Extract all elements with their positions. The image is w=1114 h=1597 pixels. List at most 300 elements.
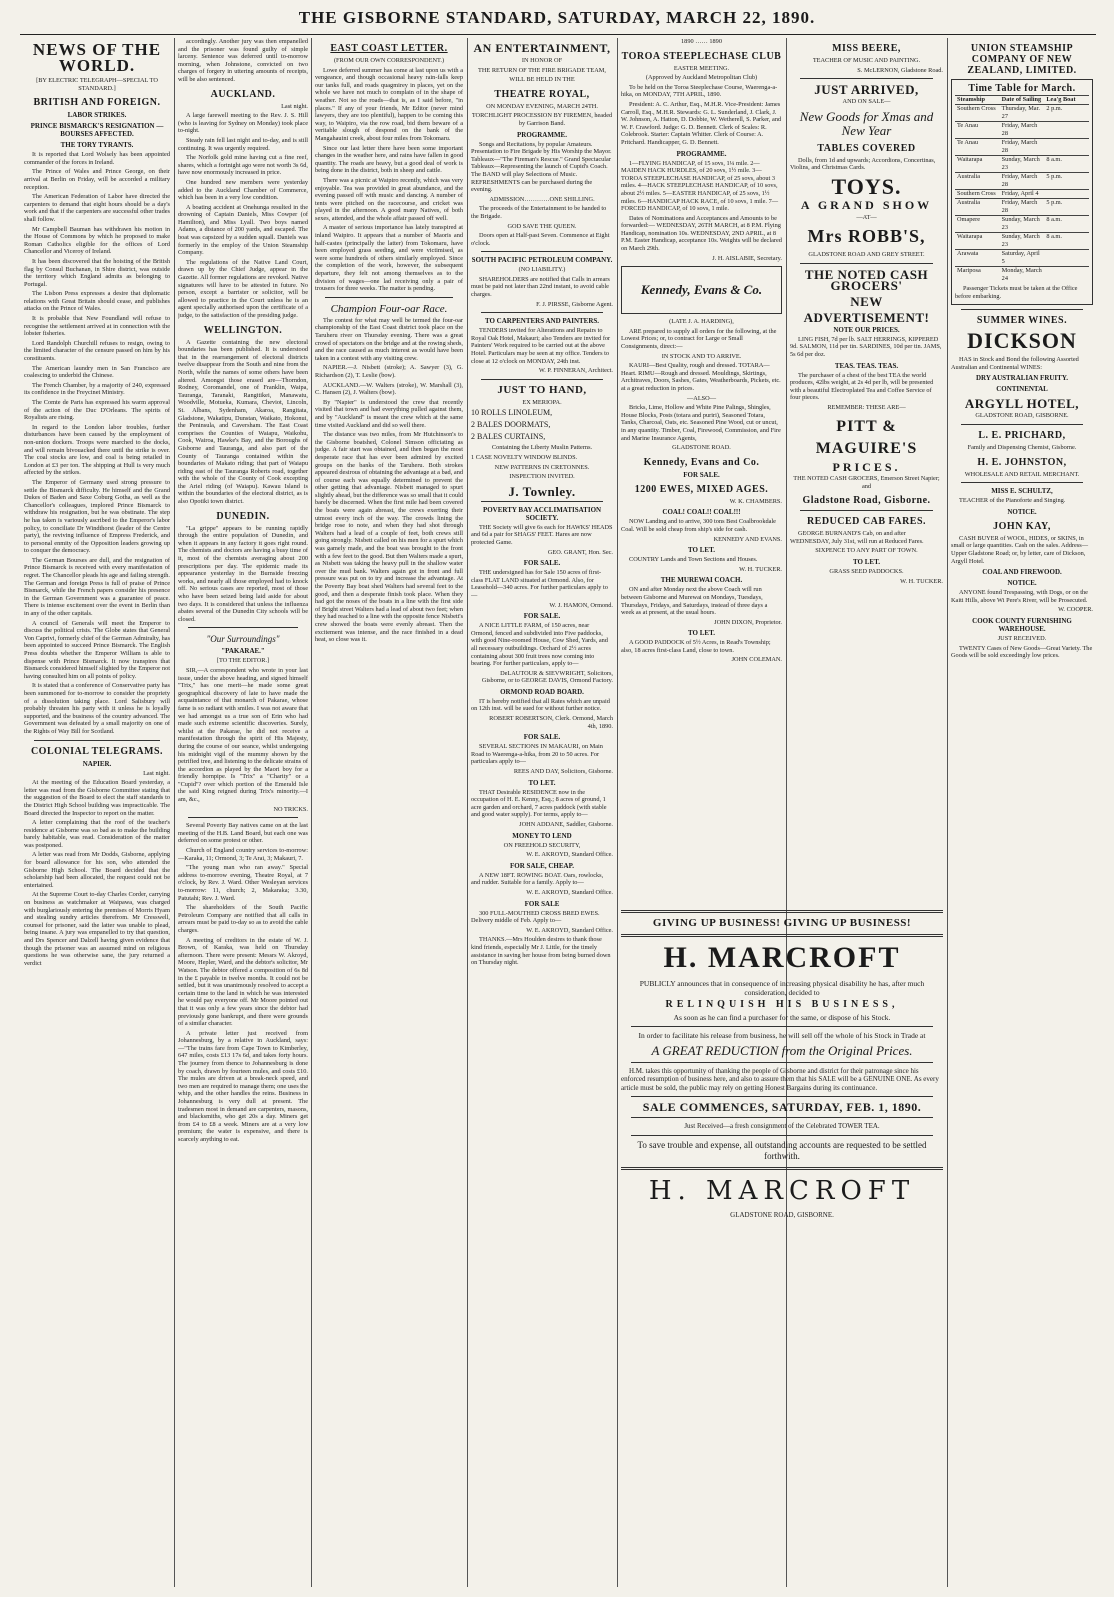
ad-line: THEATRE ROYAL, bbox=[494, 88, 590, 100]
ad-text: COUNTRY Lands and Town Sections and Houses. bbox=[629, 556, 758, 564]
timetable-row bbox=[955, 155, 1089, 172]
ad-text: TENDERS invited for Alterations and Repairs to Royal Oak Hotel, Makauri; also Tenders are invited for Painters' Work required to be carried out at the above Hotel. Particulars may be seen at my office. Tenders to close at 12 o'clock on MONDAY, 24th inst. bbox=[471, 327, 611, 365]
timetable bbox=[951, 79, 1093, 305]
ad-heading: TO LET. bbox=[688, 546, 715, 555]
ad-signature: W. P. FINNERAN, Architect. bbox=[538, 367, 613, 375]
ad-line: EX MERIOPA. bbox=[522, 398, 562, 406]
heading: DUNEDIN. bbox=[216, 510, 270, 522]
paragraph: accordingly. Another jury was then empanelled and the prisoner was found guilty of simple larceny. Sentence was deferred until to-morrow morning, when Johnstone, convicted on two charges of forgery in uttering amounts of receipts, will be also sentenced. bbox=[178, 38, 308, 83]
ad-signature: W. H. TUCKER. bbox=[900, 577, 943, 585]
column-divider bbox=[947, 38, 948, 1587]
ad-heading: TO LET. bbox=[528, 778, 556, 787]
ad-signature: REES AND DAY, Solicitors, Gisborne. bbox=[513, 768, 613, 776]
timetable-row bbox=[955, 172, 1089, 189]
ad-title: REDUCED CAB FARES. bbox=[806, 516, 927, 528]
paragraph: The German Bourses are dull, and the resignation of Prince Bismarck is received with every manifestation of regret. The Chancellor pleads his age and failing strength. The German and foreign Press is full of praise of Prince Bismarck, while the French papers consider his presence in the German Government was a guarantee of peace. There is intense excitement over the event in Berlin than in any of the other capitals. bbox=[24, 556, 170, 618]
ad-line: WHOLESALE AND RETAIL MERCHANT. bbox=[964, 470, 1080, 478]
ad-title: Mrs ROBB'S, bbox=[807, 226, 926, 247]
ad-heading: COAL AND FIREWOOD. bbox=[982, 568, 1062, 577]
ad-line: ON MONDAY EVENING, MARCH 24TH. bbox=[486, 102, 598, 110]
ad-line: (Approved by Auckland Metropolitan Club) bbox=[645, 74, 758, 82]
ad-text: Doors open at Half-past Seven. Commence at Eight o'clock. bbox=[471, 232, 610, 247]
heading: EAST COAST LETTER. bbox=[330, 43, 448, 54]
ad-line: THE RETURN OF THE FIRE BRIGADE TEAM, bbox=[478, 66, 606, 74]
ad-text: In order to facilitate his release from business, he will sell off the whole of his Stock in Trade at bbox=[638, 1030, 926, 1040]
ad-title: RELINQUISH HIS BUSINESS, bbox=[665, 999, 899, 1010]
ad-signature: W. E. AKROYD, Standard Office. bbox=[526, 888, 613, 896]
divider bbox=[621, 910, 943, 913]
timetable-row bbox=[955, 198, 1089, 215]
ad-signature: W. E. AKROYD, Standard Office. bbox=[526, 926, 613, 934]
ad-text: A NICE LITTLE FARM, of 150 acres, near Ormond, fenced and subdivided into Five paddocks, with good Nine-roomed House, Cow Shed, Yards, and all necessary outbuildings. Orchard of 2½ acres containing about 300 fruit trees now coming into bearing. For further particulars, apply to— bbox=[471, 622, 608, 668]
divider bbox=[621, 934, 943, 937]
paragraph: It is probable that New Foundland will refuse to recognise the settlement arrived at in connection with the lobster fisheries. bbox=[24, 315, 170, 338]
ad-signature: JOHN COLEMAN. bbox=[731, 656, 782, 664]
divider bbox=[631, 1026, 933, 1027]
ad-heading: POVERTY BAY ACCLIMATISATION SOCIETY. bbox=[482, 505, 602, 522]
dateline: Last night. bbox=[143, 769, 170, 777]
ad-signature: JOHN ADDANE, Saddler, Gisborne. bbox=[519, 821, 613, 828]
ad-text: TEACHER of the Pianoforte and Singing. bbox=[959, 497, 1066, 505]
paragraph: "La grippe" appears to be running rapidly through the entire population of Dunedin, and when it appears in any factory it goes right round. The chemists and doctors are having a busy time of it, most of the chemists averaging about 200 prescriptions per day. The epidemic made its appearance yesterday in the Burnside freezing works, and nearly all those employed had to knock off. No serious cases are reported, most of those who have been seized being laid aside for about two days. It is considered that unless the influenza abates several of the Dunedin City schools will be closed. bbox=[178, 524, 308, 623]
kennedy-evans-logo bbox=[621, 266, 782, 314]
ad-text: To save trouble and expense, all outstanding accounts are requested to be settled forthwith. bbox=[637, 1140, 927, 1162]
ad-heading: CONTINENTAL bbox=[996, 385, 1048, 394]
heading: BRITISH AND FOREIGN. bbox=[33, 97, 161, 109]
ad-heading: TO LET. bbox=[853, 558, 880, 567]
ad-text: Dates of Nominations and Acceptances and Amounts to be forwarded:— WEDNESDAY, 26TH MARCH, at 8 P.M. Flying Handicap, nomination 10s. WEDNESDAY, 2ND APRIL, at 8 P.M. Easter Handicap, acceptance 10s. Weights will be declared on March 29th. bbox=[621, 214, 782, 253]
ad-text: IT is hereby notified that all Rates which are unpaid on 12th inst. will be sued for without further notice. bbox=[471, 697, 610, 713]
timetable-title: Time Table for March. bbox=[968, 83, 1076, 94]
ad-line: TORCHLIGHT PROCESSION BY FIREMEN, headed by Garrison Band. bbox=[471, 112, 613, 127]
paragraph: The American Federation of Labor have directed the carpenters to demand that eight hours should be a day's work and that if the carpenters are successful other trades shall follow. bbox=[24, 193, 170, 223]
timetable-row bbox=[955, 121, 1089, 138]
timetable-cell: 5 p.m. bbox=[1046, 173, 1063, 180]
ad-signature: W. J. HAMON, Ormond. bbox=[549, 601, 613, 609]
ad-text: THE undersigned has for Sale 150 acres of first-class FLAT LAND situated at Ormond. Also, for Leasehold—340 acres. For further particulars apply to— bbox=[471, 569, 608, 599]
divider bbox=[631, 1062, 933, 1063]
ad-text: The purchaser of a chest of the best TEA the world produces, 42lbs weight, at 2s 4d per lb, will be presented with a beautiful Electroplated Tea and Coffee Service of four pieces. bbox=[790, 371, 934, 402]
timetable-cell: Southern Cross bbox=[957, 190, 996, 197]
timetable-row bbox=[955, 232, 1089, 249]
timetable-cell: Australia bbox=[957, 199, 981, 206]
ad-heading: NOTICE. bbox=[1007, 507, 1037, 516]
divider bbox=[800, 78, 933, 79]
paragraph: At the Supreme Court to-day Charles Corder, carrying on business as watchmaker at Waipawa, was charged with burglariously entering the premises of Morris Hyam and stealing sundry articles therefrom. Mr Cresswell, counsel for prisoner, said the latter was unable to plead, being insane. A jury was empanelled to try that question, and Drs Spencer and Dalzell having given evidence that though the prisoner was an assumed mind on religious questions he was otherwise sane, the jury returned a verdict bbox=[24, 891, 170, 967]
timetable-cell: 8 a.m. bbox=[1046, 216, 1062, 223]
dateline: Last night. bbox=[281, 102, 308, 110]
paragraph: Steady rain fell last night and to-day, and is still continuing. It was urgently required. bbox=[178, 136, 308, 152]
divider bbox=[188, 627, 298, 628]
ad-text: GEORGE BURNAND'S Cab, on and after WEDNESDAY, July 31st, will run at Reduced Fares. bbox=[790, 530, 924, 545]
ad-title: 1200 EWES, MIXED AGES. bbox=[634, 483, 769, 495]
ad-text: NOW Landing and to arrive, 300 tons Best Coalbrookdale Coal. Will be sold cheap from ship's side for cash. bbox=[621, 518, 776, 533]
label: [TO THE EDITOR.] bbox=[216, 657, 270, 665]
ad-heading: FOR SALE. bbox=[523, 612, 561, 621]
subheading: LABOR STRIKES. bbox=[67, 111, 127, 120]
ad-heading: FOR SALE. bbox=[523, 559, 561, 568]
ad-signature: W. E. AKROYD, Standard Office. bbox=[526, 851, 613, 859]
timetable-cell bbox=[1044, 267, 1089, 283]
ad-title: NEW bbox=[850, 293, 883, 309]
ad-line: NEW PATTERNS IN CRETONNES. bbox=[494, 463, 590, 471]
divider bbox=[481, 501, 603, 502]
column-divider bbox=[174, 38, 175, 1587]
ad-line: IN STOCK AND TO ARRIVE. bbox=[661, 352, 742, 360]
paragraph: By "Napier" is understood the crew that recently visited that town and had everything pulled against them, and by "Auckland" is meant the crew which at the same time visited Auckland and did so well there. bbox=[315, 398, 463, 429]
ad-line: ADMISSION…………ONE SHILLING. bbox=[489, 195, 595, 203]
ad-text: ON and after Monday next the above Coach will run between Gisborne and Murewai on Mondays, Tuesdays, Thursdays, Fridays, and Saturdays, instead of three days a week as at present, at the usual hours. bbox=[621, 586, 768, 617]
paragraph: A letter complaining that the roof of the teacher's residence at Gisborne was so bad as to make the building barely habitable, was read. Consideration of the matter was postponed. bbox=[24, 819, 170, 849]
timetable-cell: Arawata bbox=[957, 250, 979, 257]
timetable-row bbox=[955, 215, 1089, 232]
timetable-cell: Monday, March 24 bbox=[1001, 267, 1042, 282]
paragraph: At the meeting of the Education Board yesterday, a letter was read from the Gisborne Committee stating that the suggestion of the Board to elect the staff standards to the District High School building was impracticable. The Board directed the Inspector to report on the matter. bbox=[24, 779, 170, 817]
ad-text: A NEW 18FT. ROWING BOAT. Oars, rowlocks, and rudder. Suitable for a family. Apply to— bbox=[471, 871, 604, 887]
timetable-cell bbox=[1044, 122, 1089, 138]
ad-line: IN HONOR OF bbox=[521, 57, 563, 64]
signature: NO TRICKS. bbox=[273, 805, 308, 813]
ad-heading: NOTICE. bbox=[1007, 579, 1037, 588]
ad-title: New Goods for Xmas and New Year bbox=[799, 108, 934, 138]
timetable-cell: 2 p.m. bbox=[1046, 105, 1063, 112]
paragraph: Since our last letter there have been some important changes in the weather here, and rains have fallen in good quantity. The roads are heavy, but a good deal of work is being done in the district, both in sheep and cattle. bbox=[315, 144, 463, 175]
subheading: THE TORY TYRANTS. bbox=[60, 141, 134, 150]
paragraph: The Lisbon Press expresses a desire that diplomatic relations with Great Britain should cease, and publishes attacks on the Prince of Wales. bbox=[24, 290, 170, 313]
timetable-cell: Friday, March 28 bbox=[1001, 139, 1038, 154]
ad-title: JOHN KAY, bbox=[993, 520, 1051, 532]
ad-text: A GOOD PADDOCK of 5½ Acres, in Read's Township; also, 18 acres first-class Land, close to town. bbox=[621, 639, 771, 654]
ad-line: EASTER MEETING. bbox=[673, 64, 730, 72]
ad-title: SALE COMMENCES, SATURDAY, FEB. 1, 1890. bbox=[642, 1100, 922, 1115]
ad-line: GRASS SEED PADDOCKS. bbox=[829, 568, 904, 576]
heading: Champion Four-oar Race. bbox=[330, 302, 448, 315]
timetable-cell: Saturday, April 5 bbox=[1001, 250, 1040, 265]
ad-line: SIXPENCE TO ANY PART OF TOWN. bbox=[815, 547, 918, 555]
ad-heading: FOR SALE. bbox=[683, 470, 720, 479]
masthead-rule bbox=[20, 34, 1096, 35]
timetable-header-cell: Date of Sailing bbox=[1001, 96, 1042, 103]
timetable-cell: 5 p.m. bbox=[1046, 199, 1063, 206]
divider bbox=[621, 1167, 943, 1170]
ad-text: H.M. takes this opportunity of thanking the people of Gisborne and district for their patronage since his enforced resumption of business here, and also to assure them that his SALE will be a GENUINE ONE. As every article must be sold, the public may rely on getting Honest Bargains during its continuance. bbox=[621, 1066, 939, 1092]
ad-text: Just Received—a fresh consignment of the Celebrated TOWER TEA. bbox=[684, 1122, 880, 1131]
ad-item: 2 BALES DOORMATS, bbox=[471, 420, 551, 430]
ad-line: 1890 …… 1890 bbox=[681, 38, 722, 45]
ad-signature: W. COOPER. bbox=[1058, 606, 1093, 614]
ad-title: L. E. PRICHARD, bbox=[978, 429, 1066, 441]
ad-signature: JOHN DIXON, Proprietor. bbox=[714, 618, 782, 626]
ad-text: 1—FLYING HANDICAP, of 15 sovs, 1¼ mile. 2—MAIDEN HACK HURDLES, of 20 sovs, 1½ mile. 3—TOROA STEEPLECHASE HANDICAP, of 25 sovs, about 3 miles. 4—HACK STEEPLECHASE HANDICAP, of 10 sovs, about 2½ miles. 5—EASTER HANDICAP, of 25 sovs, 1½ miles. 6—HANDICAP HACK RACE, of 10 sovs, 1 mile. 7—FORCED HANDICAP, of 10 sovs, 1 mile. bbox=[621, 159, 779, 213]
divider bbox=[631, 1096, 933, 1097]
ad-signature: GEO. GRANT, Hon. Sec. bbox=[547, 548, 613, 556]
paragraph: A meeting of creditors in the estate of W. J. Brown, of Karaka, was held on Thursday afternoon. There were present: Messrs W. Akroyd, Moore, Hepler, Ward, and the debtor's solicitor, Mr Watson. The debtor offered a composition of 6s 8d in the £ payable in twelve months. It could not be settled, but it was unanimously resolved to accept a certain time to the land in which he was interested he would pay everyone off. Mr Moore pointed out that it was only a few years since the debtor had previously gone bankrupt, and there were grounds of a similar character. bbox=[178, 936, 308, 1028]
ad-signature: KENNEDY AND EVANS. bbox=[713, 535, 782, 543]
timetable-row bbox=[955, 104, 1089, 121]
paragraph: The contest for what may well be termed the four-oar championship of the East Coast district took place on the Taruheru river on Thursday evening. There was a great crowd of spectators on the bridge and at the rowing sheds, and the race caused as much interest as would have been taken in a contest with any visiting crew. bbox=[315, 316, 463, 362]
masthead: THE GISBORNE STANDARD, SATURDAY, MARCH 22, 1890. bbox=[298, 8, 816, 27]
timetable-cell: Friday, March 28 bbox=[1001, 173, 1038, 188]
ad-title: A GREAT REDUCTION from the Original Prices. bbox=[651, 1042, 913, 1058]
ad-text: ANYONE found Trespassing, with Dogs, or on the Kaiti Hills, above Wi Pere's River, will be Prosecuted. bbox=[951, 589, 1088, 604]
ad-title: ADVERTISEMENT! bbox=[803, 309, 930, 325]
column-advertisements-3 bbox=[790, 38, 943, 897]
ad-signature: W. H. TUCKER. bbox=[739, 565, 782, 573]
timetable-header bbox=[955, 95, 1089, 104]
ad-text: SHAREHOLDERS are notified that Calls in arrears must be paid not later than 22nd instant, to avoid cable charges. bbox=[471, 275, 610, 299]
ad-text: President: A. C. Arthur, Esq., M.H.R. Vice-President: James Carroll, Esq., M.H.R. Stewards: G. L. Sunderland, J. Clark, J. W. Johnson, A. Hatton, D. Dobbie, W. Wetherell, S. Parker, and W. F. Crawford. Judge: G. D. Bennett. Clerk of Scales: R. Colebrook. Starter: Captain Whitter. Clerk of Course: A. Pritchard. Handicapper, G. D. Bennett. bbox=[621, 100, 782, 146]
paragraph: Several Poverty Bay natives came on at the last meeting of the H.B. Land Board, but each one was deferred on some protest or other. bbox=[178, 822, 308, 845]
ad-heading: MISS E. SCHULTZ, bbox=[991, 487, 1053, 496]
ad-title: MISS BEERE, bbox=[832, 43, 901, 54]
paragraph: "The young man who ran away." Special address to-morrow evening, Theatre Royal, at 7 o'clock, by Rev. J. Ward. Other Wesleyan services to-morrow: 11, church; 2, Makaraka; 3.30, Patutahi; Rev. J. Ward. bbox=[178, 864, 308, 902]
ad-text: Bricks, Lime, Hollow and White Pine Palings, Shingles, House Blocks, Posts (totara and puriri), Seasoned Totara, Tanks, Charcoal, Oats, etc. Seasoned Pine Wood, cut or uncut, in any quantity. Timber, Coal, Firewood, Commission, and Fire and Marine Insurance Agents, bbox=[621, 404, 781, 442]
ad-title: TABLES COVERED bbox=[817, 142, 916, 154]
ad-text: Songs and Recitations, by popular Amateurs. Presentation to Fire Brigade by His Worship the Mayor. Tableaux—"The Fireman's Rescue." Grand Spectacular Tableaux—Representing the launch of Cupid's Coach. The BAND will play Selections of Music. REFRESHMENTS can be purchased during the evening. bbox=[471, 140, 612, 194]
divider bbox=[800, 510, 933, 511]
ad-line: —AT— bbox=[856, 213, 877, 221]
ad-line: GLADSTONE ROAD AND GREY STREET. bbox=[808, 251, 925, 259]
ad-line: REMEMBER: THESE ARE— bbox=[827, 403, 906, 411]
ad-heading: FOR SALE bbox=[524, 899, 560, 908]
paragraph: The regulations of the Native Land Court, drawn up by the Chief Judge, appear in the Gazette. All former regulations are revoked. Native signatures will have to be attested in future. No person, except a barrister or solicitor, will be allowed to practice in the Court unless he is an agent specially authorised upon the certificate of a judge, to the satisfaction of the presiding judge. bbox=[178, 258, 308, 319]
timetable-cell: Australia bbox=[957, 173, 981, 180]
ad-line: TEACHER OF MUSIC AND PAINTING. bbox=[812, 57, 921, 64]
ad-text: Passenger Tickets must be taken at the Office before embarking. bbox=[955, 285, 1078, 300]
paragraph: In regard to the London labor troubles, further disturbances have been caused by the employment of non-union dockers. Troops were marched to the docks, and will remain bivouacked there until the strike is over. The coal stocks are low, and coal is being retailed in London at £3 per ton. The shipping at Hull is very much affected by the strikes. bbox=[24, 423, 170, 477]
ad-heading: SOUTH PACIFIC PETROLEUM COMPANY. bbox=[471, 256, 613, 265]
ad-line: GLADSTONE ROAD, GISBORNE. bbox=[730, 1211, 834, 1220]
column-divider bbox=[467, 38, 468, 1587]
ad-heading: COAL! COAL!! COAL!!! bbox=[662, 508, 741, 517]
column-divider bbox=[311, 38, 312, 1587]
ad-text: As soon as he can find a purchaser for the same, or dispose of his Stock. bbox=[673, 1012, 891, 1022]
paragraph: The distance was two miles, from Mr Hutchinson's to the Gisborne boatshed, Colonel Simson officiating as judge. A fair start was obtained, and then began the most desperate race that has ever been admired by excited groups on the banks of the Taruheru. Both strokes appeared desirous of obtaining the advantage at a bad, and of course each was equally determined to prevent the other getting that advantage. Nisbett managed to spurt slightly ahead, but the difference was so small that it could barely be discerned. When the first mile had been covered the boats were again abreast, the crews exerting their utmost every inch of the way. The crowds lining the bridge rose to note, and when they had shot through Walters had a lead of a couple of feet, both crews still going strongly. Nisbett called on his men for a spurt which was gamely made, and the boat was brought to the front with a few feet to the good. But then Walters made a spurt, as Nisbett was taking the heavy pull in the shallow water over the mud bank. Walters again got in front and full pressure was put on to try and increase the advantage. At the Poverty Bay boat shed Walters had several feet to the good, and then a desperate finish took place. When they had got the noses of the boats in a line with the first side of Bright street Walters had a lead of about two feet; when they had reached to a line with the opposite fence Nisbett's crew showed the boats were evenly abreast. Then the excitement was intense, and the race finished in a dead heat, so close was it. bbox=[315, 431, 463, 644]
paragraph: The Emperor of Germany used strong pressure to settle the Bismarck difficulty. He himself and the Grand Dukes of Baden and Saxe Coburg Gotha, as well as the Chancellor's colleagues, implored Prince Bismarck to withdraw his resignation, but he was obstinate. The step he has taken is variously ascribed to the Emperor's labor policy, to conciliate Dr Windthorst (leader of the Centre party), the reviving influence of Empress Frederick, and to personal enmity of the Opposition leaders growing up to conquer the democracy. bbox=[24, 478, 170, 555]
column-advertisements-1 bbox=[471, 38, 613, 1589]
ad-heading: FOR SALE. bbox=[523, 733, 561, 742]
timetable-body bbox=[955, 104, 1089, 283]
ad-title: UNION STEAMSHIP COMPANY OF NEW ZEALAND, LIMITED. bbox=[967, 43, 1077, 76]
paragraph: AUCKLAND.—W. Walters (stroke), W. Marshall (3), C. Hansen (2), J. Walters (bow). bbox=[315, 381, 463, 397]
ad-title: A GRAND SHOW bbox=[800, 197, 933, 212]
ad-heading: PROGRAMME. bbox=[676, 149, 727, 158]
ad-signature: W. K. CHAMBERS. bbox=[729, 497, 782, 505]
divider bbox=[961, 309, 1083, 310]
timetable-cell: Omapere bbox=[957, 216, 981, 223]
paragraph: Lowe deferred summer has come at last upon us with a vengeance, and though occasional heavy rain-falls keep our tanks full, and roads quagmirey in places, yet on the whole we have not much to complain of in the shape of weather. Not so the roads—that is, as I said before, "in places." If any of your friends, Mr Editor (never mind lawyers, they are too plentiful), happen to be coming this way, to Waipiro, via the row road, bid them beware of a veritable slough of despond on the bank of the Mangahauini creek, about four miles from Tokomaru. bbox=[315, 66, 463, 142]
ad-line: GLADSTONE ROAD, GISBORNE. bbox=[975, 412, 1069, 420]
timetable-cell: Waitarapa bbox=[957, 233, 983, 240]
divider bbox=[481, 379, 603, 380]
paragraph: Lord Randolph Churchill refuses to resign, owing to the limited character of the censure passed on him by his constituents. bbox=[24, 339, 170, 363]
ad-line: (LATE J. A. HARDING), bbox=[669, 318, 734, 326]
paragraph: It has been discovered that the hoisting of the British flag by Consul Buchanan, in Shire district, was outside the territory which England admits as belonging to Portugal. bbox=[24, 257, 170, 288]
paragraph: It is stated that a conference of Conservative party has been summoned for to-morrow to consider the propriety of a dissolution taking place. Lord Salisbury will probably threaten his party with it unless he is loyally supported, and the business of the country advanced. The Government was defeated by a small majority on one of the Rights of Way Bill for Scotland. bbox=[24, 682, 170, 735]
ad-heading: COOK COUNTY FURNISHING WAREHOUSE. bbox=[972, 616, 1072, 633]
column-advertisements-2 bbox=[621, 38, 782, 897]
ad-title: ARGYLL HOTEL, bbox=[964, 396, 1080, 412]
ad-signature: F. J. PIRSSE, Gisborne Agent. bbox=[536, 300, 613, 308]
divider bbox=[631, 1135, 933, 1136]
paragraph: The Prince of Wales and Prince George, on their arrival at Berlin on Friday, will be accorded a military reception. bbox=[24, 168, 170, 191]
ad-title: GIVING UP BUSINESS! GIVING UP BUSINESS! bbox=[652, 917, 912, 929]
ad-heading: THE MUREWAI COACH. bbox=[660, 576, 743, 585]
ad-signature: S. McLERNON, Gladstone Road. bbox=[857, 66, 943, 74]
label: (FROM OUR OWN CORRESPONDENT.) bbox=[333, 57, 445, 64]
paragraph: A Gazette containing the new electoral boundaries has been published. It is understood that in the rearrangement of electoral districts twelve disappear from the South and nine from the North, while the names of some others have been altered. Amongst those erased are—Thorndon, Rodney, Coromandel, one of Franklin, Waipa, Tauranga, Taranaki, Rangitikei, Manawatu, Woodville, Motueka, Kumara, Cheviot, Lincoln, St. Albans, Sydenham, Akaroa, Rangitata, Gladstone, Wakatipu, Dunstan, Waikato, Hokonui, the Peninsula, and Caversham. The East Coast comprises the Counties of Waiapu, Waikohu, Cook, Wairoa, Hawke's Bay, and the Boroughs of Gisborne and Tauranga, and also part of the County of Tauranga contained within the boundaries of Makato riding; that part of Waiapu riding east of the Tauranga Roberts road, together with the whole of the County of Cook excepting the Ariel riding (of Waiapu). Kawau Island is within the boundaries of the electoral district, as is also Opotiki town district. bbox=[178, 338, 308, 506]
divider bbox=[325, 297, 453, 298]
ad-title: PRICES. bbox=[832, 459, 901, 474]
ad-text: THE Society will give 6s each for HAWKS' HEADS and 6d a pair for SHAGS' FEET. Hares are now protected Game. bbox=[471, 523, 613, 546]
divider bbox=[481, 251, 603, 252]
column-advertisements-4 bbox=[951, 38, 1093, 1589]
timetable-cell bbox=[1044, 190, 1089, 198]
ad-text: PUBLICLY announces that in consequence of increasing physical disability he has, after much consideration, decided to bbox=[639, 979, 925, 997]
timetable-cell: Waitarapa bbox=[957, 156, 983, 163]
ad-title: H. MARCROFT bbox=[663, 941, 901, 974]
paragraph: A master of serious importance has lately transpired at inland Waipiro. It appears that a number of Maoris and half-castes (principally the latter) from Tokomaru, have been employed grass seeding, and were victimised, as were some hundreds of others similarly employed. Since the completion of the work, however, the subsequent departure, they felt not among themselves as to the division of wages—one lad receiving only a pair of trousers for three weeks. The matter is pending. bbox=[315, 224, 463, 293]
ad-text: The proceeds of the Entertainment to be handed to the Brigade. bbox=[471, 205, 607, 220]
timetable-cell: Te Anau bbox=[957, 139, 979, 146]
column-news-of-the-world bbox=[24, 38, 170, 1589]
heading: COLONIAL TELEGRAMS. bbox=[30, 745, 164, 757]
ad-line: ON FREEHOLD SECURITY, bbox=[503, 841, 581, 849]
ad-item: 10 ROLLS LINOLEUM, bbox=[471, 408, 553, 418]
ad-title: JUST ARRIVED, bbox=[814, 82, 919, 98]
ad-title: J. Townley. bbox=[508, 483, 576, 499]
timetable-cell: Thursday, Mar. 27 bbox=[1001, 105, 1040, 120]
ad-title: Kennedy, Evans and Co. bbox=[643, 456, 760, 468]
paragraph: A large farewell meeting to the Rev. J. S. Hill (who is leaving for Sydney on Monday) took place to-night. bbox=[178, 112, 308, 135]
timetable-cell bbox=[1044, 139, 1089, 155]
timetable-header-cell: Lea'g Boat bbox=[1046, 96, 1076, 103]
ad-title: H. E. JOHNSTON, bbox=[977, 456, 1067, 468]
ad-title: H. MARCROFT bbox=[648, 1176, 916, 1207]
divider bbox=[481, 312, 603, 313]
ad-line: GLADSTONE ROAD. bbox=[672, 444, 731, 452]
divider bbox=[961, 482, 1083, 483]
ad-title: JUST TO HAND, bbox=[497, 383, 587, 396]
paragraph: The American laundry men in San Francisco are coalescing to underbid the Chinese. bbox=[24, 364, 170, 380]
timetable-row bbox=[955, 249, 1089, 266]
ad-text: SEVERAL SECTIONS IN MAKAURI, on Main Road to Waerenga-a-hika, from 20 to 50 acres. For particulars apply to— bbox=[471, 743, 603, 766]
timetable-row bbox=[955, 138, 1089, 155]
paragraph: A council of Generals will meet the Emperor to discuss the political crisis. The Globe states that General Von Caprivi, formerly chief of the German Admiralty, has been appointed to succeed Prince Bismarck. The English Press doubts whether the Emperor William is able to dispense with Prince Bismarck. It now transpires that Bismarck considered himself slighted by the Emperor not having consulted him on all points of policy. bbox=[24, 619, 170, 680]
subheading: "PAKARAE." bbox=[221, 647, 265, 656]
ad-line: (NO LIABILITY.) bbox=[518, 266, 566, 274]
ad-item: 2 BALES CURTAINS, bbox=[471, 432, 546, 442]
ad-text: ARE prepared to supply all orders for the following, at the Lowest Prices; or, to contract for Large or Small Consignments, direct:— bbox=[621, 327, 777, 351]
column-divider bbox=[617, 38, 618, 1587]
ad-title: TOYS. bbox=[831, 173, 902, 199]
paragraph: One hundred new members were yesterday added to the Auckland Chamber of Commerce, which has been in a very low condition. bbox=[178, 178, 308, 202]
ad-text: THAT Desirable RESIDENCE now in the occupation of H. E. Kenny, Esq.; 8 acres of ground, 1 acre garden and orchard, 7 acres paddock (with stable and good water supply). For terms, apply to— bbox=[471, 788, 607, 819]
heading: "Our Surroundings" bbox=[206, 634, 280, 645]
ad-line: Containing the Liberty Muslin Patterns. bbox=[491, 444, 593, 452]
timetable-cell: Sunday, March 23 bbox=[1001, 216, 1040, 231]
ad-line: THE NOTED CASH GROCERS, Emerson Street Napier; and bbox=[793, 475, 940, 490]
divider bbox=[188, 817, 298, 818]
ad-title: AN ENTERTAINMENT, bbox=[473, 41, 611, 55]
ad-heading: PROGRAMME. bbox=[517, 130, 567, 139]
ad-signature: J. H. AISLABIE, Secretary. bbox=[712, 254, 782, 262]
timetable-cell: Mariposa bbox=[957, 267, 981, 274]
ad-text: CASH BUYER of WOOL, HIDES, or SKINS, in small or large quantities. Cash on the sales. Address—Upper Gladstone Road; or, by letter, care of Dickson, Argyll Hotel. bbox=[951, 534, 1088, 565]
ad-signature: ROBERT ROBERTSON, Clerk. Ormond, March 4th, 1890. bbox=[489, 715, 613, 730]
subheading: NAPIER. bbox=[82, 759, 112, 768]
ad-line: INSPECTION INVITED. bbox=[509, 473, 575, 481]
ad-text: Dolls, from 1d and upwards; Accordions, Concertinas, Violins, and Christmas Cards. bbox=[790, 156, 936, 172]
timetable-cell: Southern Cross bbox=[957, 105, 996, 112]
paragraph: A boating accident at Onehunga resulted in the drowning of Captain Daniels, Miss Cowper (of Hamilton), and Miss Lyall. Two boys named Adams, a distance of 200 yards, and escaped. The boat was capsized by a sudden squall. Daniels was formerly in the employ of the Union Steamship Company. bbox=[178, 203, 308, 257]
divider bbox=[631, 1117, 933, 1118]
column-east-coast-letter bbox=[315, 38, 463, 1589]
ad-title: DICKSON bbox=[967, 328, 1077, 354]
paragraph: SIR,—A correspondent who wrote in your last issue, under the above heading, and signed himself "Trix," has one merit—he made some great geographical discovery of late to have made the acquaintance of that monarch of Pakarae, whose fame is so radiant with smiles. I was not aware that we had amongst us a true son of Erin who had made such extreme scientific discoveries. Surely, whilst at the Pakarae, he did not receive a manifestation through the spirit of His Majesty, during the course of our seance, whilst undergoing his midnight vigil of the mummy shown by the petrified tree, and listening to the delicate strains of the accordion as played by the Maori boy for a friendly hornpipe. Is "Trix" a "Charity" or a "Cupid"? over which portion of the Emerald Isle the said King reigned during Trix's minority.—I am, &c., bbox=[178, 666, 308, 804]
timetable-header-cell: Steamship bbox=[957, 96, 985, 103]
divider bbox=[34, 740, 160, 741]
paragraph: Church of England country services to-morrow:—Karaka, 11; Ormond, 3; Te Arai, 3; Makauri, 7. bbox=[178, 847, 308, 862]
ad-heading: NOTE OUR PRICES. bbox=[833, 325, 900, 334]
paragraph: A private letter just received from Johannesburg, by a relative in Auckland, says:—"The trains fare from Cape Town to Kimberley, 647 miles, costs £13 17s 6d, and takes forty hours. The journey from thence to Johannesburg is done by coach, drawn by fourteen mules, and costs £10. The mules are driven at a break-neck speed, and two men are required to manage them; one uses the whip, and the other handles the reins. Business in Johannesburg is very dull at present. The tradesmen most in demand are carpenters, masons, and blacksmiths, who get 20s a day. Miners get from £4 to £8 a week. Miners are at a very low premium; the water is expensive, and there is scarcely anything to eat. bbox=[178, 1029, 308, 1143]
paragraph: It is reported that Lord Wolsely has been appointed commander of the forces in Ireland. bbox=[24, 151, 170, 166]
ad-text: LING FISH, 7d per lb. SALT HERRINGS, KIPPERED 9d. SALMON, 11d per tin. SARDINES, 10d per tin. JAMS, 5s 6d per doz. bbox=[790, 335, 942, 358]
ad-heading: TEAS. TEAS. TEAS. bbox=[834, 361, 899, 370]
ad-text: KAURI—Best Quality, rough and dressed. TOTARA—Heart. RIMU—Rough and dressed. Mouldings, Skirtings, Architraves, Doors, Sashes, Gates, Weatherboards, Pickets, etc. at a great reduction in prices. bbox=[621, 362, 781, 392]
marcroft-advertisement bbox=[621, 905, 943, 1589]
ad-heading: MONEY TO LEND bbox=[512, 831, 572, 840]
timetable-cell: Friday, March 28 bbox=[1001, 122, 1038, 137]
ad-text: 300 FULL-MOUTHED CROSS BRED EWES. Delivery middle of Feb. Apply to— bbox=[471, 909, 600, 925]
heading: AUCKLAND. bbox=[210, 88, 276, 100]
ad-title: THE NOTED CASH GROCERS' bbox=[804, 266, 929, 293]
paragraph: There was a picnic at Waipiro recently, which was very enjoyable. Tea was provided in great abundance, and the evening passed off with music and dancing. A number of tents were pitched on the racecourse, and cricket was played in the afternoon. A good many Natives, of both sexes, attended, and the whole affair passed off well. bbox=[315, 176, 463, 222]
ad-title: TOROA STEEPLECHASE CLUB bbox=[621, 50, 782, 62]
ad-text: HAS in Stock and Bond the following Assorted Australian and Continental WINES: bbox=[951, 356, 1079, 371]
timetable-row bbox=[955, 189, 1089, 198]
timetable-cell: Sunday, March 23 bbox=[1001, 156, 1040, 171]
heading: WELLINGTON. bbox=[203, 324, 283, 336]
subheading: PRINCE BISMARCK'S RESIGNATION —BOURSES AFFECTED. bbox=[30, 122, 164, 139]
paragraph: The Comte de Paris has expressed his warm approval of the action of the Duc D'Orleans. The spirits of Royalists are rising. bbox=[24, 399, 170, 422]
ad-title: SUMMER WINES. bbox=[976, 315, 1068, 327]
section-title: NEWS OF THE WORLD. bbox=[32, 40, 162, 75]
divider bbox=[961, 424, 1083, 425]
timetable-cell: 8 a.m. bbox=[1046, 233, 1062, 240]
ad-line: WILL BE HELD IN THE bbox=[509, 76, 575, 84]
ad-text: To be held on the Toroa Steeplechase Course, Waerenga-a-hika, on MONDAY, 7TH APRIL, 1890. bbox=[621, 83, 778, 99]
timetable-row bbox=[955, 266, 1089, 283]
ad-title: Gladstone Road, Gisborne. bbox=[802, 495, 931, 507]
timetable-cell: Te Anau bbox=[957, 122, 979, 129]
ad-heading: FOR SALE, CHEAP. bbox=[510, 861, 574, 870]
ad-line: —ALSO— bbox=[686, 394, 717, 402]
logo-text: Kennedy, Evans & Co. bbox=[640, 282, 763, 298]
ad-text: THANKS.—Mrs Houlden desires to thank those kind friends, especially Mr J. Little, for the timely assistance in saving her house from being burned down on Thursday night. bbox=[471, 936, 611, 967]
column-colonial-news bbox=[178, 38, 308, 1589]
paragraph: A letter was read from Mr Dodds, Gisborne, applying for board allowance for his son, who attended the Gisborne High School. The Board decided that the scholarship had been allocated, the request could not be entertained. bbox=[24, 851, 170, 889]
byline: [BY ELECTRIC TELEGRAPH—SPECIAL TO STANDARD.] bbox=[36, 77, 158, 92]
ad-line: Family and Dispensing Chemist, Gisborne. bbox=[967, 443, 1077, 451]
divider bbox=[800, 263, 933, 264]
ad-title: PITT & MAGUIRE'S bbox=[815, 417, 918, 457]
paragraph: The French Chamber, by a majority of 240, expressed its confidence in the Freycinet Ministry. bbox=[24, 381, 170, 397]
paragraph: The shareholders of the South Pacific Petroleum Company are notified that all calls in arrears must be paid to-day so as to avoid the cable charges. bbox=[178, 904, 308, 934]
ad-heading: TO CARPENTERS AND PAINTERS. bbox=[484, 317, 600, 326]
ad-item: 1 CASE NOVELTY WINDOW BLINDS. bbox=[471, 454, 578, 461]
ad-heading: ORMOND ROAD BOARD. bbox=[500, 687, 584, 696]
